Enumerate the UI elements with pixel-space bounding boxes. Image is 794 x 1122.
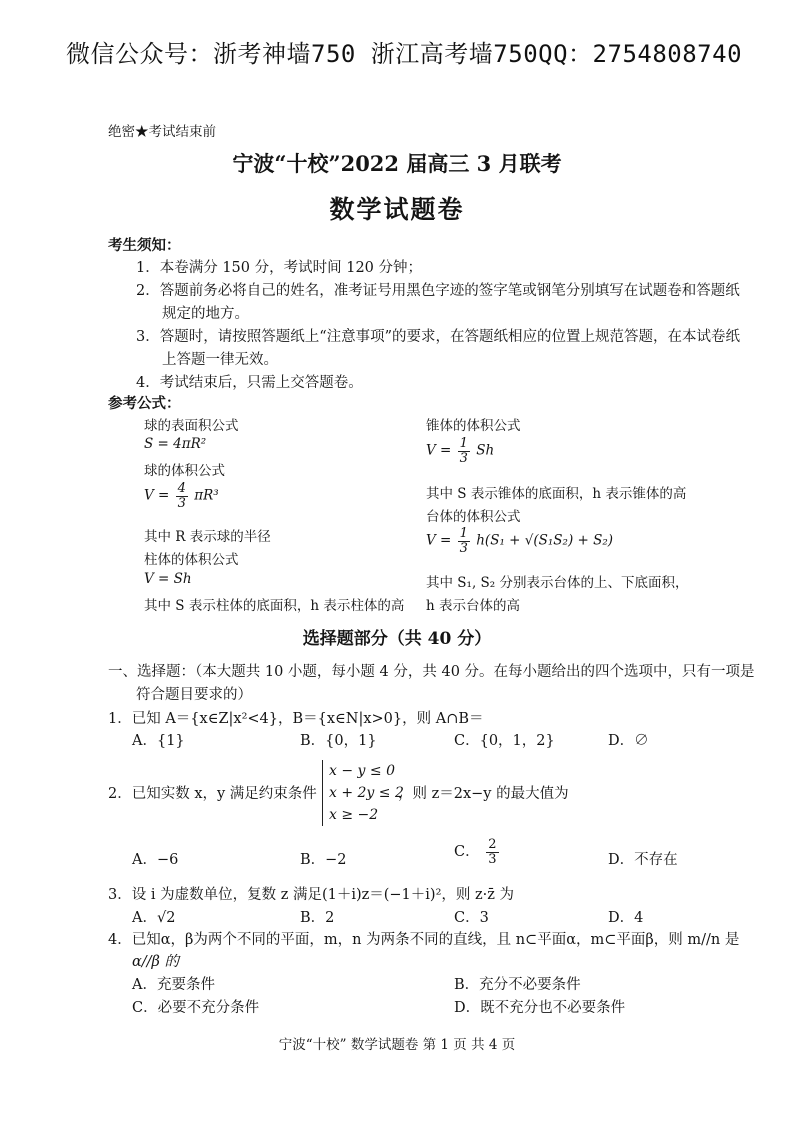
exam-subtitle: 数学试题卷 [329,195,465,224]
formula: S = 4πR² [144,436,207,452]
notice-item: 上答题一律无效。 [162,352,278,368]
formula-label: 球的表面积公式 [144,418,239,434]
option-d: D．既不充分也不必要条件 [454,1000,626,1016]
option-c: C． $\frac{2}{3}$ [454,837,497,867]
question-stem: 3．设 i 为虚数单位，复数 z 满足(1＋i)z＝(−1＋i)²，则 z·z̄ 为 [108,887,514,903]
notice-item: 3．答题时，请按照答题纸上“注意事项”的要求，在答题纸相应的位置上规范答题，在本试卷纸 [136,329,741,345]
question-stem-cont: α//β 的 [132,954,180,970]
option-d: D．不存在 [608,852,678,868]
exam-title: 宁波“十校”2022 届高三 3 月联考 [232,151,562,176]
section-intro: 符合题目要求的） [136,687,252,703]
header-banner: 微信公众号：浙考神墙750 浙江高考墙750QQ：2754808740 [66,40,743,68]
option-b: B．−2 [300,852,347,868]
option-a: A．−6 [132,852,179,868]
option-a: A．√2 [132,910,176,926]
option-c: C．3 [454,910,489,926]
formula-label: 台体的体积公式 [426,509,521,525]
option-b: B．{0，1} [300,733,377,749]
formula-note: 其中 S 表示柱体的底面积，h 表示柱体的高 [144,598,405,614]
notice-heading: 考生须知： [108,237,181,254]
option-b: B．充分不必要条件 [454,977,581,993]
notice-item: 1．本卷满分 150 分，考试时间 120 分钟； [136,260,423,276]
option-a: A．{1} [132,733,185,749]
constraint-system: x − y ≤ 0 x + 2y ≤ 2 x ≥ −2 [322,760,404,826]
section-title: 选择题部分（共 40 分） [302,629,492,649]
confidential-mark: 绝密★考试结束前 [108,124,216,140]
formula: V = $\frac{1}{3}$ h(S₁ + √(S₁S₂) + S₂) [426,526,614,556]
notice-item: 2．答题前务必将自己的姓名，准考证号用黑色字迹的签字笔或钢笔分别填写在试题卷和答题纸 [136,283,740,299]
formula-heading: 参考公式： [108,395,181,412]
formula: V = $\frac{4}{3}$ πR³ [144,481,219,511]
formula: V = $\frac{1}{3}$ Sh [426,436,495,466]
notice-item: 规定的地方。 [162,306,249,322]
formula: V = Sh [144,571,192,587]
notice-item: 4．考试结束后，只需上交答题卷。 [136,375,363,391]
question-stem: 4．已知α，β为两个不同的平面，m，n 为两条不同的直线，且 n⊂平面α，m⊂平面β，则 m//n 是 [108,932,740,948]
section-intro: 一、选择题：（本大题共 10 小题，每小题 4 分，共 40 分。在每小题给出的四个选项中，只有一项是 [108,664,755,680]
formula-note: 其中 S₁, S₂ 分别表示台体的上、下底面积， [426,575,689,591]
formula-label: 球的体积公式 [144,463,225,479]
formula-note: h 表示台体的高 [426,598,520,614]
formula-note: 其中 S 表示锥体的底面积，h 表示锥体的高 [426,486,687,502]
question-stem: 1．已知 A＝{x∈Z|x²<4}，B＝{x∈N|x>0}，则 A∩B＝ [108,711,484,727]
page-footer: 宁波“十校” 数学试题卷 第 1 页 共 4 页 [278,1037,516,1053]
option-b: B．2 [300,910,335,926]
option-c: C．必要不充分条件 [132,1000,260,1016]
formula-label: 柱体的体积公式 [144,552,239,568]
option-a: A．充要条件 [132,977,215,993]
option-d: D．4 [608,910,644,926]
option-c: C．{0，1，2} [454,733,555,749]
formula-note: 其中 R 表示球的半径 [144,529,271,545]
question-stem-cont: ，则 z＝2x−y 的最大值为 [398,786,569,802]
question-stem: 2．已知实数 x，y 满足约束条件 [108,786,317,802]
option-d: D．∅ [608,733,649,749]
formula-label: 锥体的体积公式 [426,418,521,434]
